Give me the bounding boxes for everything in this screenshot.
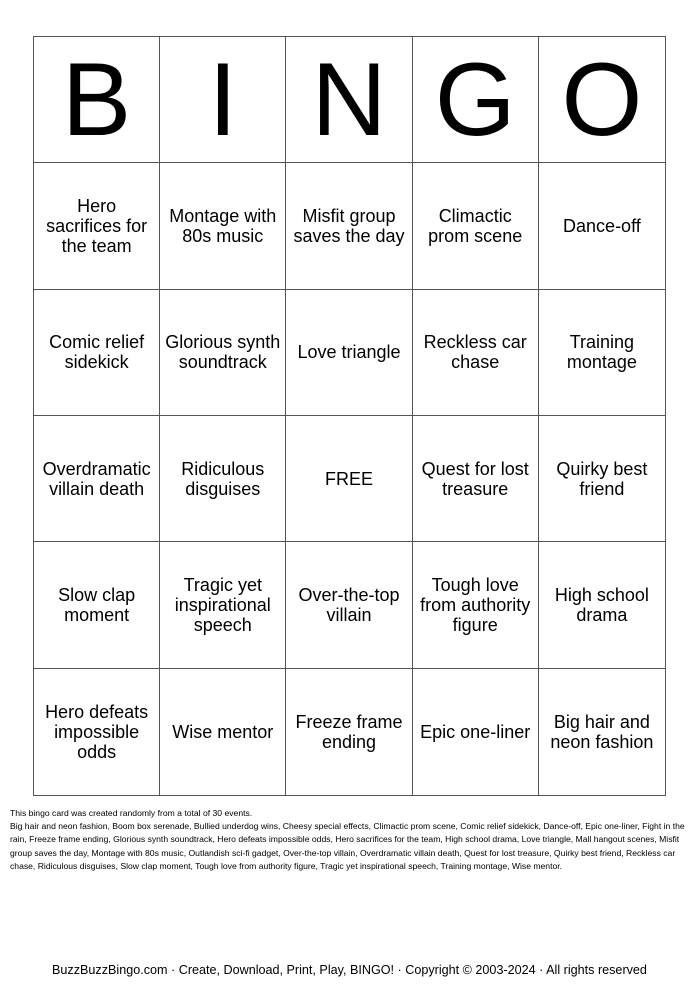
bingo-cell: Comic relief sidekick (34, 290, 160, 416)
bingo-cell: Misfit group saves the day (286, 163, 412, 289)
header-letter-g: G (413, 37, 539, 163)
free-space-cell: FREE (286, 416, 412, 542)
bingo-cell: Ridiculous disguises (160, 416, 286, 542)
bingo-cell: Over-the-top villain (286, 542, 412, 668)
bingo-cell: Big hair and neon fashion (550, 711, 654, 752)
header-letter-o: O (539, 37, 665, 163)
bingo-cell: Glorious synth soundtrack (160, 290, 286, 416)
header-letter-b: B (34, 37, 160, 163)
header-letter-n: N (286, 37, 412, 163)
bingo-cell: Hero sacrifices for the team (34, 163, 160, 289)
bingo-cell: Tough love from authority figure (413, 542, 539, 668)
bingo-cell: Dance-off (539, 163, 665, 289)
bingo-cell: Epic one-liner (413, 669, 539, 795)
bingo-cell: Quest for lost treasure (413, 416, 539, 542)
bingo-cell: Tragic yet inspirational speech (160, 542, 286, 668)
bingo-cell: Freeze frame ending (286, 669, 412, 795)
bingo-cell: Hero defeats impossible odds (34, 669, 160, 795)
bingo-cell: High school drama (539, 542, 665, 668)
bingo-cell: Reckless car chase (413, 290, 539, 416)
bingo-cell: Climactic prom scene (413, 163, 539, 289)
header-letter-i: I (160, 37, 286, 163)
bingo-cell: Training montage (539, 290, 665, 416)
bingo-card (33, 36, 666, 796)
card-description (10, 807, 690, 873)
bingo-cell: Love triangle (286, 290, 412, 416)
bingo-cell: Wise mentor (160, 669, 286, 795)
event-list-text: Big hair and neon fashion, Boom box serenade, Bullied underdog wins, Cheesy special effects, Climactic prom scene, Comic relief sidekick, Dance-off, Epic one-liner, Fight in the rain, Freeze frame ending, Glorious synth soundtrack, Hero defeats impossible odds, Hero sacrifices for the team, High school drama, Love triangle, Mall hangout scenes, Misfit group saves the day, Montage with 80s music, Outlandish sci-fi gadget, Over-the-top villain, Overdramatic villain death, Quest for lost treasure, Quirky best friend, Reckless car chase, Ridiculous disguises, Slow clap moment, Tough love from authority figure, Tragic yet inspirational speech, Training montage, Wise mentor. (10, 821, 685, 871)
bingo-cell: Slow clap moment (34, 542, 160, 668)
site-footer: BuzzBuzzBingo.com · Create, Download, Print, Play, BINGO! · Copyright © 2003-2024 · All rights reserved (52, 963, 647, 977)
bingo-cell: Overdramatic villain death (34, 416, 160, 542)
card-intro-text: This bingo card was created randomly from a total of 30 events. (10, 808, 253, 818)
bingo-cell: Montage with 80s music (160, 163, 286, 289)
bingo-cell: Quirky best friend (539, 416, 665, 542)
